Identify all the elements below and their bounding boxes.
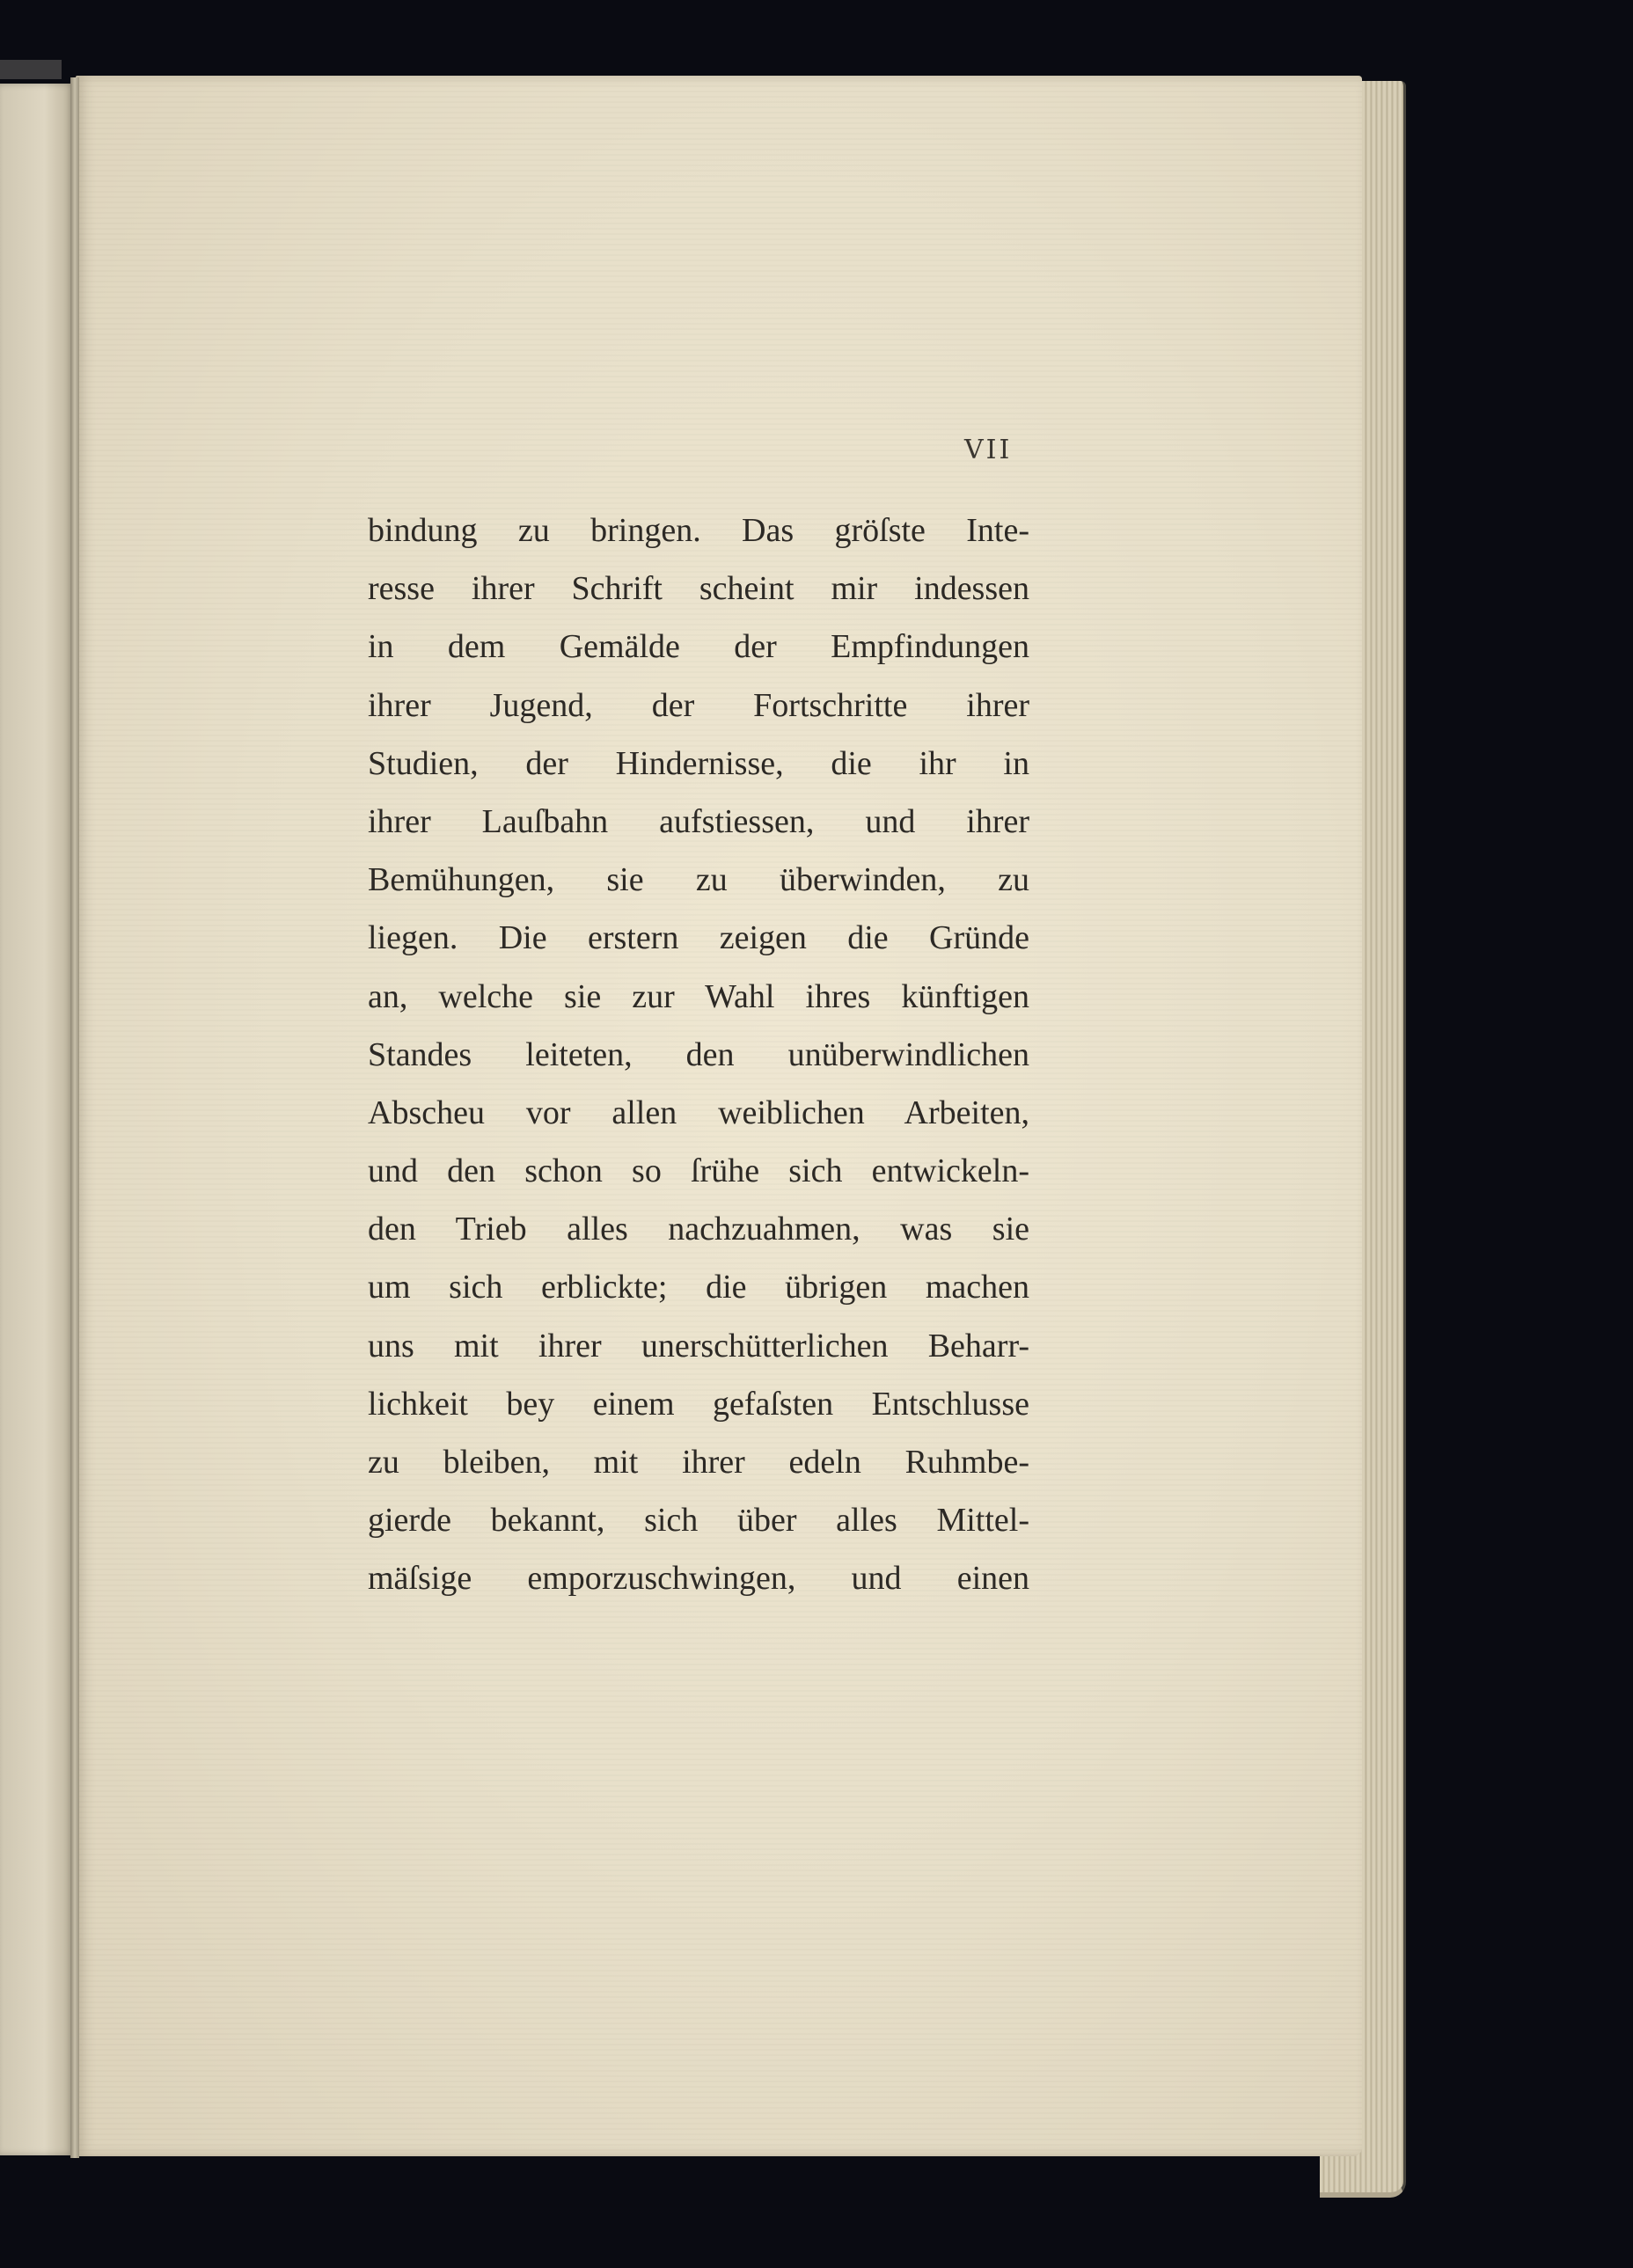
text-line: ihrer Lauſbahn aufstiessen, und ihrer [368, 802, 1029, 840]
text-line: bindung zu bringen. Das gröſste Inte- [368, 512, 1029, 549]
book-page [76, 76, 1362, 2156]
text-line: lichkeit bey einem gefaſsten Entschlusse [368, 1385, 1029, 1423]
body-text [368, 501, 1029, 1608]
text-line: Abscheu vor allen weiblichen Arbeiten, [368, 1094, 1029, 1131]
text-line: in dem Gemälde der Empfindungen [368, 628, 1029, 666]
page-number: VII [964, 435, 1013, 465]
text-line: gierde bekannt, sich über alles Mittel- [368, 1502, 1029, 1540]
text-line: zu bleiben, mit ihrer edeln Ruhmbe- [368, 1444, 1029, 1481]
text-line: resse ihrer Schrift scheint mir indessen [368, 570, 1029, 608]
text-line: uns mit ihrer unerschütterlichen Beharr- [368, 1327, 1029, 1364]
text-line: an, welche sie zur Wahl ihres künftigen [368, 977, 1029, 1015]
facing-page-edge [0, 84, 74, 2155]
text-line: Bemühungen, sie zu überwinden, zu [368, 861, 1029, 899]
text-line: den Trieb alles nachzuahmen, was sie [368, 1211, 1029, 1248]
text-line: Standes leiteten, den unüberwindlichen [368, 1035, 1029, 1073]
text-line: und den schon so ſrühe sich entwickeln- [368, 1152, 1029, 1190]
text-line: liegen. Die erstern zeigen die Gründe [368, 919, 1029, 957]
text-line: mäſsige emporzuschwingen, und einen [368, 1560, 1029, 1598]
text-line: ihrer Jugend, der Fortschritte ihrer [368, 686, 1029, 724]
book-gutter [70, 77, 79, 2158]
left-cover-edge [0, 60, 62, 79]
text-line: Studien, der Hindernisse, die ihr in [368, 744, 1029, 782]
text-line: um sich erblickte; die übrigen machen [368, 1269, 1029, 1306]
